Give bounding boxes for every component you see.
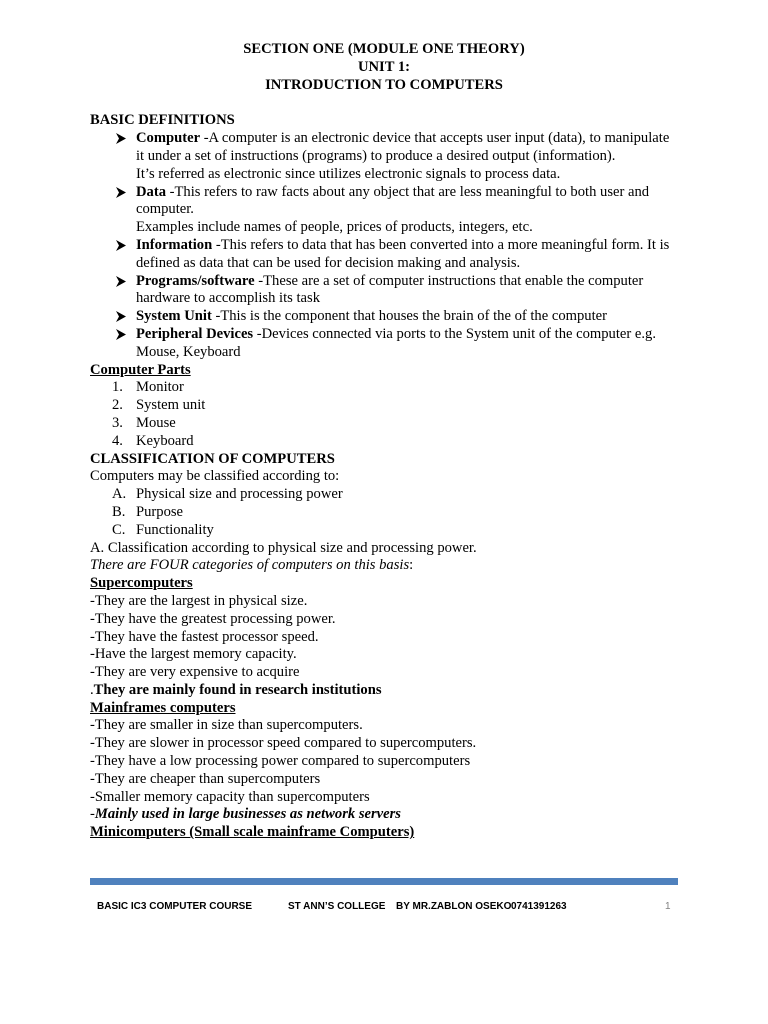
supercomputer-line: -They have the fastest processor speed. [90,628,319,645]
mainframes-heading: Mainframes computers [90,699,236,716]
footer-college: ST ANN’S COLLEGE [288,901,386,912]
definition-item [90,130,678,183]
unit-title: UNIT 1: [357,58,411,75]
page-number: 1 [665,901,671,912]
arrow-bullet-icon [114,184,128,201]
section-title: SECTION ONE (MODULE ONE THEORY) [243,41,525,57]
arrow-bullet-icon [114,308,128,325]
definition-extra: Examples include names of people, prices of products, integers, etc. [136,219,533,236]
definition-term: Data [136,183,166,200]
definition-term: Information [136,236,213,253]
computer-parts-list [90,379,678,450]
supercomputer-line: -Have the largest memory capacity. [90,646,297,663]
supercomputers-heading: Supercomputers [90,575,193,592]
mainframe-line: -They are cheaper than supercomputers [90,770,321,787]
list-item: C. Functionality [112,521,214,538]
list-item: A. Physical size and processing power [112,486,343,503]
definition-text: -This is the component that houses the brain of the of the computer [211,308,607,325]
definition-item [90,308,678,326]
page-footer [97,901,671,915]
definition-item [90,326,678,362]
footer-phone: 0741391263 [511,901,567,912]
four-categories-note: There are FOUR categories of computers on this basis: [90,557,414,574]
definition-extra: It’s referred as electronic since utilizes electronic signals to process data. [136,165,561,182]
definition-term: System Unit [136,308,212,325]
list-item: 1. Monitor [112,379,184,396]
classification-sub-a: A. Classification according to physical size and processing power. [90,539,477,556]
list-item: 4. Keyboard [112,432,194,449]
document-page [90,41,678,842]
mainframe-line: -They are slower in processor speed compared to supercomputers. [90,735,477,752]
classification-heading: CLASSIFICATION OF COMPUTERS [90,450,335,467]
definition-term: Programs/software [136,272,255,289]
footer-course: BASIC IC3 COMPUTER COURSE [97,901,253,912]
mainframe-last-line: -Mainly used in large businesses as network servers [90,806,401,823]
arrow-bullet-icon [114,326,128,343]
definition-item [90,273,678,309]
supercomputer-line: -They are the largest in physical size. [90,592,308,609]
supercomputer-bold-line: .They are mainly found in research institutions [90,681,382,698]
definition-text: -This refers to raw facts about any object that are less meaningful to both user and computer. [136,183,650,218]
unit-subtitle: INTRODUCTION TO COMPUTERS [265,76,503,93]
classification-intro: Computers may be classified according to: [90,468,340,485]
definition-text: -These are a set of computer instructions that enable the computer hardware to accomplish its task [136,272,644,307]
computer-parts-heading: Computer Parts [90,361,191,378]
list-item: B. Purpose [112,503,184,520]
classification-list [90,486,678,539]
definition-term: Computer [136,130,201,147]
definitions-list [90,130,678,361]
list-item: 2. System unit [112,397,206,414]
definition-text: -A computer is an electronic device that accepts user input (data), to manipulate it under a set of instructions (programs) to produce a desired output (information). [136,130,670,164]
footer-divider-bar [90,878,678,885]
list-item: 3. Mouse [112,414,176,431]
minicomputers-heading: Minicomputers (Small scale mainframe Computers) [90,824,415,841]
arrow-bullet-icon [114,273,128,290]
definition-term: Peripheral Devices [136,325,254,342]
mainframe-line: -They have a low processing power compared to supercomputers [90,753,471,770]
definition-item [90,237,678,273]
arrow-bullet-icon [114,237,128,254]
arrow-bullet-icon [114,130,128,147]
supercomputer-line: -They have the greatest processing power. [90,610,336,627]
definition-text: -This refers to data that has been converted into a more meaningful form. It is defined as data that can be used for decision making and analysis. [136,236,670,271]
supercomputer-line: -They are very expensive to acquire [90,664,300,681]
footer-author: BY MR.ZABLON OSEKO [396,901,512,912]
basic-definitions-heading: BASIC DEFINITIONS [90,112,235,129]
definition-text: -Devices connected via ports to the System unit of the computer e.g. Mouse, Keyboard [136,325,656,360]
definition-item [90,184,678,237]
mainframe-line: -Smaller memory capacity than supercomputers [90,788,370,805]
mainframe-line: -They are smaller in size than supercomputers. [90,717,363,734]
